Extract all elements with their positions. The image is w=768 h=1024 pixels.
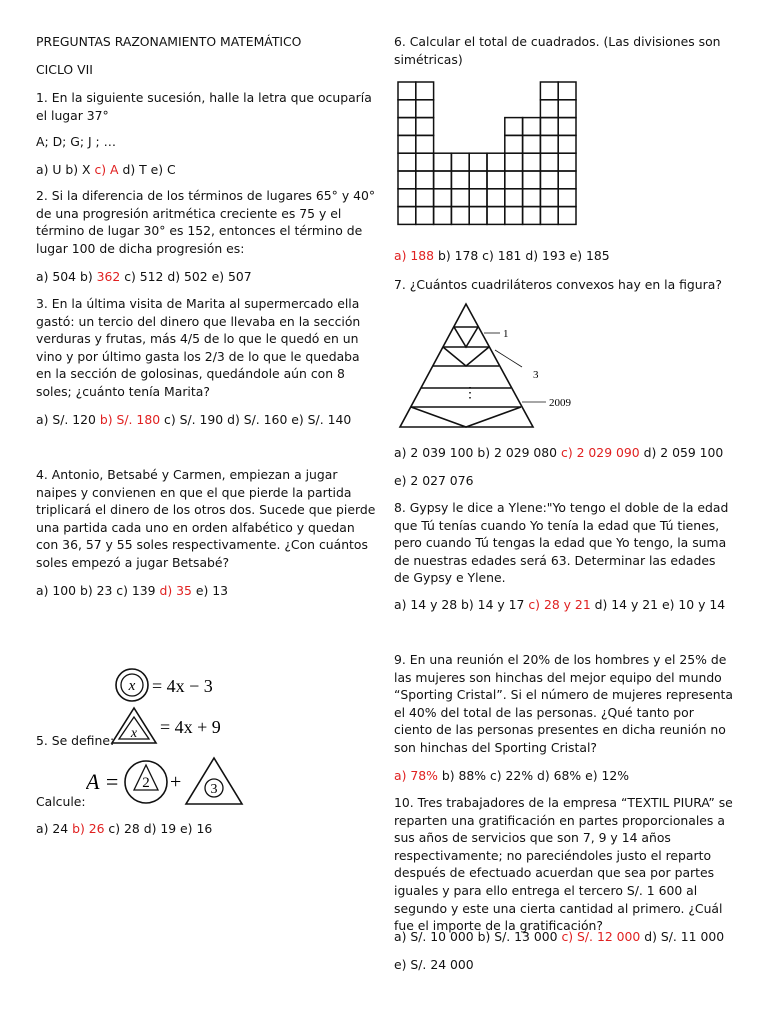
- grid-square: [416, 171, 434, 189]
- q7-text: 7. ¿Cuántos cuadriláteros convexos hay en la figura?: [394, 277, 722, 292]
- grid-square: [558, 207, 576, 225]
- q8-text: 8. Gypsy le dice a Ylene:"Yo tengo el doble de la edad que Tú tenías cuando Yo tenía la edad que Tú tienes, pero cuando Tú tengas la edad que Yo tengo, la suma de nuestras edades será 63. Determinar las edades de Gypsy e Ylene.: [394, 500, 729, 586]
- grid-square: [523, 118, 541, 136]
- grid-square: [540, 207, 558, 225]
- grid-square: [558, 171, 576, 189]
- q10-option-e: e) S/. 24 000: [394, 957, 474, 972]
- q9-options: [394, 767, 734, 785]
- correct-answer: b) S/. 180: [99, 412, 161, 427]
- option-text: d) T e) C: [118, 162, 176, 177]
- grid-square: [398, 82, 416, 100]
- q7-options: [394, 444, 734, 462]
- formula-plus: +: [170, 771, 182, 793]
- correct-answer: c) A: [94, 162, 119, 177]
- grid-square: [416, 153, 434, 171]
- option-text: a) 504 b): [36, 269, 97, 284]
- grid-square: [558, 100, 576, 118]
- option-text: c) S/. 190 d) S/. 160 e) S/. 140: [160, 412, 352, 427]
- option-text: a) 24: [36, 821, 73, 836]
- option-text: a) 100 b) 23 c) 139: [36, 583, 160, 598]
- grid-square: [469, 153, 487, 171]
- grid-square: [398, 100, 416, 118]
- pyramid-ellipsis: ⋮: [463, 386, 477, 401]
- grid-square: [416, 82, 434, 100]
- grid-square: [434, 189, 452, 207]
- formula-n1: 2: [142, 775, 150, 791]
- grid-square: [416, 100, 434, 118]
- grid-square: [505, 118, 523, 136]
- q3-text: 3. En la última visita de Marita al supermercado ella gastó: un tercio del dinero que llevaba en la sección verduras y frutas, más 4/5 de lo que le quedó en un vino y por último gasta los 2/3 de lo que le quedaba en la sección de golosinas, quedándole aún con 8 soles; ¿cuánto tenía Marita?: [36, 296, 361, 399]
- grid-square: [416, 189, 434, 207]
- q4-text: 4. Antonio, Betsabé y Carmen, empiezan a jugar naipes y convienen en que el que pierde la partida triplicará el dinero de los otros dos. Sucede que pierde una partida cada uno en orden alfabético y quedan con 36, 57 y 55 soles respectivamente. ¿Con cuántos soles empezó a jugar Betsabé?: [36, 467, 376, 570]
- q3-options: [36, 411, 376, 429]
- grid-square: [469, 207, 487, 225]
- q5-label: 5. Se define:: [36, 733, 115, 748]
- grid-square: [523, 135, 541, 153]
- option-text: c) 28 d) 19 e) 16: [104, 821, 213, 836]
- option-text: d) S/. 11 000: [640, 929, 725, 944]
- q2-options: [36, 268, 376, 286]
- formula-var: x: [130, 726, 138, 741]
- grid-square: [434, 171, 452, 189]
- grid-square: [505, 207, 523, 225]
- pyramid-label-2009: 2009: [549, 397, 571, 409]
- grid-square: [505, 189, 523, 207]
- pyramid-label-3: 3: [533, 369, 539, 381]
- q1-sequence: A; D; G; J ; …: [36, 134, 117, 149]
- q7-option-e: e) 2 027 076: [394, 473, 474, 488]
- doc-title: PREGUNTAS RAZONAMIENTO MATEMÁTICO: [36, 34, 302, 49]
- grid-square: [398, 118, 416, 136]
- q8-options: [394, 596, 734, 614]
- correct-answer: c) 28 y 21: [528, 597, 591, 612]
- grid-square: [540, 82, 558, 100]
- grid-square: [416, 207, 434, 225]
- option-text: a) 14 y 28 b) 14 y 17: [394, 597, 529, 612]
- grid-square: [558, 118, 576, 136]
- grid-square: [540, 118, 558, 136]
- grid-square: [434, 207, 452, 225]
- q9-text: 9. En una reunión el 20% de los hombres y el 25% de las mujeres son hinchas del mejor equipo del mundo “Sporting Cristal”. Si el número de mujeres representa el 40% del total de las personas. ¿Qué tanto por ciento de las personas presentes en dicha reunión no son hinchas del Sporting Cristal?: [394, 652, 733, 755]
- cycle-label: CICLO VII: [36, 62, 93, 77]
- grid-square: [505, 153, 523, 171]
- grid-square: [487, 189, 505, 207]
- option-text: b) 88% c) 22% d) 68% e) 12%: [437, 768, 630, 783]
- q5-options: [36, 820, 376, 838]
- grid-square: [398, 171, 416, 189]
- grid-square: [523, 171, 541, 189]
- q1-text: 1. En la siguiente sucesión, halle la letra que ocuparía el lugar 37°: [36, 90, 372, 123]
- correct-answer: d) 35: [159, 583, 192, 598]
- q10-options: [394, 928, 734, 946]
- option-text: b) 178 c) 181 d) 193 e) 185: [434, 248, 610, 263]
- formula-lhs: A =: [86, 769, 120, 794]
- formula-rhs: = 4x + 9: [160, 717, 221, 737]
- grid-square: [451, 171, 469, 189]
- q5-formula-circle: [112, 665, 232, 705]
- pyramid-label-1: 1: [503, 328, 509, 340]
- grid-square: [523, 153, 541, 171]
- option-text: a) U b) X: [36, 162, 95, 177]
- formula-n2: 3: [210, 782, 218, 797]
- grid-square: [540, 135, 558, 153]
- grid-square: [487, 207, 505, 225]
- q5-calc-label: Calcule:: [36, 794, 86, 809]
- option-text: d) 2 059 100: [639, 445, 724, 460]
- option-text: d) 14 y 21 e) 10 y 14: [590, 597, 726, 612]
- grid-square: [398, 153, 416, 171]
- formula-rhs: = 4x − 3: [152, 676, 213, 696]
- q6-text: 6. Calcular el total de cuadrados. (Las divisiones son simétricas): [394, 34, 721, 67]
- q6-grid-figure: [396, 80, 582, 240]
- grid-square: [398, 207, 416, 225]
- grid-square: [523, 207, 541, 225]
- grid-square: [451, 153, 469, 171]
- correct-answer: b) 26: [72, 821, 105, 836]
- grid-square: [505, 171, 523, 189]
- grid-square: [540, 100, 558, 118]
- correct-answer: c) 2 029 090: [561, 445, 640, 460]
- q6-options: [394, 247, 734, 265]
- correct-answer: a) 78%: [394, 768, 438, 783]
- grid-square: [540, 189, 558, 207]
- grid-square: [558, 189, 576, 207]
- grid-square: [451, 207, 469, 225]
- grid-square: [540, 153, 558, 171]
- option-text: a) S/. 10 000 b) S/. 13 000: [394, 929, 562, 944]
- option-text: e) 13: [191, 583, 228, 598]
- formula-var: x: [128, 678, 136, 694]
- q4-options: [36, 582, 376, 600]
- grid-square: [487, 153, 505, 171]
- option-text: c) 512 d) 502 e) 507: [120, 269, 252, 284]
- option-text: a) S/. 120: [36, 412, 100, 427]
- correct-answer: 362: [96, 269, 121, 284]
- q7-pyramid-figure: [396, 296, 592, 432]
- grid-square: [398, 189, 416, 207]
- grid-square: [558, 82, 576, 100]
- grid-square: [558, 153, 576, 171]
- q1-options: [36, 161, 376, 179]
- grid-square: [434, 153, 452, 171]
- grid-square: [523, 189, 541, 207]
- grid-square: [469, 171, 487, 189]
- correct-answer: c) S/. 12 000: [561, 929, 641, 944]
- grid-square: [487, 171, 505, 189]
- grid-square: [416, 135, 434, 153]
- grid-square: [469, 189, 487, 207]
- q2-text: 2. Si la diferencia de los términos de lugares 65° y 40° de una progresión aritmética creciente es 75 y el término de lugar 30° es 152, entonces el término de lugar 100 de dicha progresión es:: [36, 188, 376, 256]
- grid-square: [505, 135, 523, 153]
- correct-answer: a) 188: [394, 248, 435, 263]
- q10-text: 10. Tres trabajadores de la empresa “TEXTIL PIURA” se reparten una gratificación en partes proporcionales a sus años de servicios que son 7, 9 y 14 años respectivamente; no pareciéndoles justo el reparto después de efectuado acuerdan que sea por partes iguales y para ello entrega el tercero S/. 1 600 al segundo y este una cierta cantidad al primero. ¿Cuál fue el importe de la gratificación?: [394, 795, 733, 934]
- grid-square: [416, 118, 434, 136]
- grid-square: [540, 171, 558, 189]
- grid-square: [398, 135, 416, 153]
- grid-square: [558, 135, 576, 153]
- option-text: a) 2 039 100 b) 2 029 080: [394, 445, 562, 460]
- grid-square: [451, 189, 469, 207]
